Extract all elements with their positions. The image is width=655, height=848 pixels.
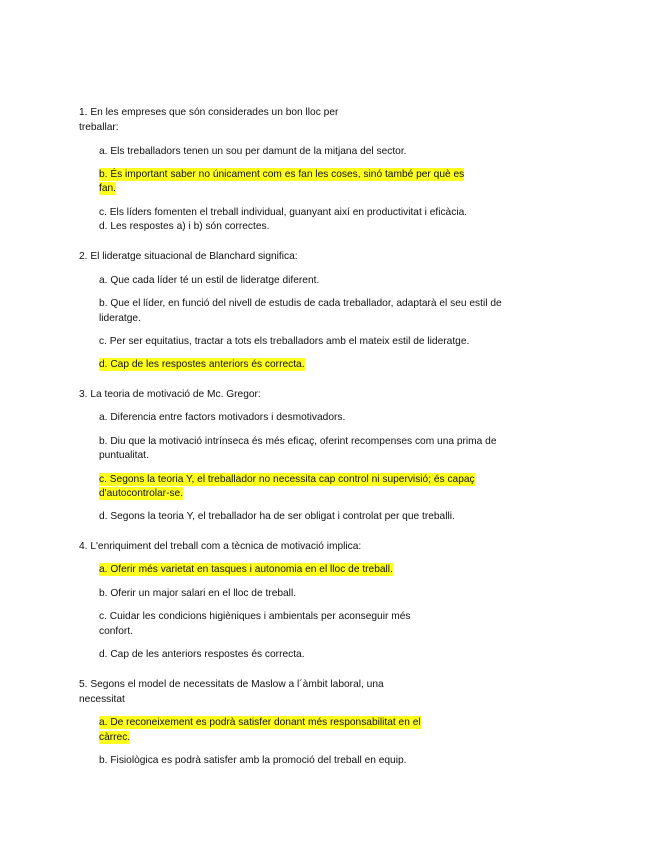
answer-highlight: càrrec. xyxy=(99,732,131,743)
question-1-option-a: a. Els treballadors tenen un sou per damunt de la mitjana del sector. xyxy=(99,146,407,157)
question-1-option-b-line-2 xyxy=(99,182,116,195)
answer-highlight: c. Segons la teoria Y, el treballador no necessita cap control ni supervisió; és capaç xyxy=(99,474,475,485)
question-4-option-c-line-2: confort. xyxy=(99,626,133,637)
question-3-option-d: d. Segons la teoria Y, el treballador ha de ser obligat i controlat per que treballi. xyxy=(99,511,455,522)
question-4-option-a xyxy=(99,563,393,576)
question-5-option-a-line-2 xyxy=(99,731,130,744)
question-5-option-b: b. Fisiològica es podrà satisfer amb la promoció del treball en equip. xyxy=(99,755,407,766)
question-3-option-b-line-2: puntualitat. xyxy=(99,450,149,461)
answer-highlight: d. Cap de les respostes anteriors és correcta. xyxy=(99,359,305,370)
question-1-option-b-line-1 xyxy=(99,168,464,181)
question-2-stem: 2. El lideratge situacional de Blanchard significa: xyxy=(79,251,298,262)
question-4-option-b: b. Oferir un major salari en el lloc de treball. xyxy=(99,588,297,599)
question-3-option-c-line-1 xyxy=(99,473,475,486)
question-1-option-c: c. Els líders fomenten el treball individual, guanyant així en productivitat i eficàcia. xyxy=(99,207,468,218)
question-4-stem: 4. L'enriquiment del treball com a tècnica de motivació implica: xyxy=(79,541,362,552)
question-1-stem-line-2: treballar: xyxy=(79,122,119,133)
answer-highlight: d'autocontrolar-se. xyxy=(99,488,184,499)
question-1-stem-line-1: 1. En les empreses que són considerades un bon lloc per xyxy=(79,107,339,118)
question-3-option-b-line-1: b. Diu que la motivació intrínseca és més eficaç, oferint recompenses com una prima de xyxy=(99,436,497,447)
question-2-option-c: c. Per ser equitatius, tractar a tots els treballadors amb el mateix estil de lideratge. xyxy=(99,336,470,347)
answer-highlight: a. De reconeixement es podrà satisfer donant més responsabilitat en el xyxy=(99,717,421,728)
question-4-option-c-line-1: c. Cuidar les condicions higièniques i ambientals per aconseguir més xyxy=(99,611,411,622)
question-5-stem-line-2: necessitat xyxy=(79,694,125,705)
answer-highlight: b. És important saber no únicament com es fan les coses, sinó també per què es xyxy=(99,169,465,180)
question-5-stem-line-1: 5. Segons el model de necessitats de Maslow a l´àmbit laboral, una xyxy=(79,679,384,690)
question-4-option-d: d. Cap de les anteriors respostes és correcta. xyxy=(99,649,305,660)
question-1-option-d: d. Les respostes a) i b) són correctes. xyxy=(99,221,270,232)
question-3-stem: 3. La teoria de motivació de Mc. Gregor: xyxy=(79,389,261,400)
question-3-option-c-line-2 xyxy=(99,487,183,500)
answer-highlight: a. Oferir més varietat en tasques i autonomia en el lloc de treball. xyxy=(99,564,393,575)
question-2-option-a: a. Que cada líder té un estil de lideratge diferent. xyxy=(99,275,320,286)
question-5-option-a-line-1 xyxy=(99,716,421,729)
question-2-option-d xyxy=(99,358,305,371)
question-2-option-b-line-2: lideratge. xyxy=(99,313,141,324)
question-2-option-b-line-1: b. Que el líder, en funció del nivell de estudis de cada treballador, adaptarà el seu estil de xyxy=(99,298,502,309)
question-3-option-a: a. Diferencia entre factors motivadors i desmotivadors. xyxy=(99,412,346,423)
answer-highlight: fan. xyxy=(99,183,116,194)
